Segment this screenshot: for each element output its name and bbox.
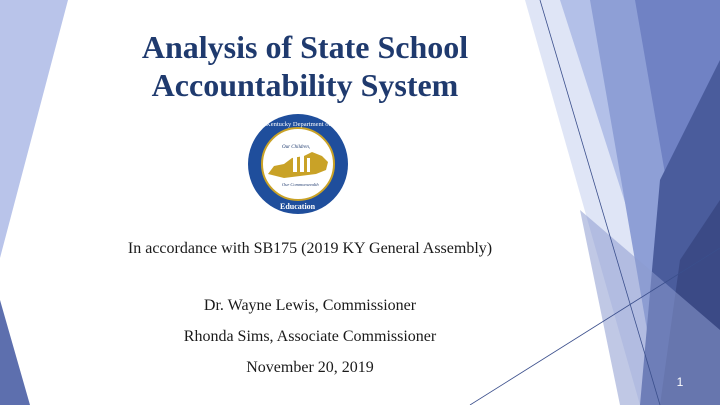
slide-title-line-2: Accountability System bbox=[151, 67, 459, 103]
presentation-date: November 20, 2019 bbox=[246, 359, 374, 376]
presenter-line-commissioner: Dr. Wayne Lewis, Commissioner bbox=[203, 297, 417, 314]
presenter-block bbox=[60, 290, 560, 383]
slide-subtitle: In accordance with SB175 (2019 KY General Assembly) bbox=[127, 240, 493, 257]
logo-inner-text-top: Our Children, bbox=[282, 145, 311, 150]
logo-inner-text-bottom: Our Commonwealth bbox=[282, 182, 319, 187]
logo-ring-text-top: Kentucky Department of bbox=[266, 121, 331, 128]
logo-ring-text-bottom: Education bbox=[280, 202, 316, 211]
logo-figure-1 bbox=[293, 156, 297, 172]
slide-title-line-1: Analysis of State School bbox=[141, 29, 469, 65]
slide-number: 1 bbox=[676, 375, 684, 389]
left-accent-shape-dark bbox=[0, 300, 30, 405]
kde-logo bbox=[246, 112, 350, 216]
logo-figure-2 bbox=[300, 153, 304, 172]
presenter-line-associate: Rhonda Sims, Associate Commissioner bbox=[183, 328, 437, 345]
left-accent-shape-light bbox=[0, 0, 68, 258]
logo-figure-3 bbox=[307, 158, 310, 172]
slide-title bbox=[90, 28, 520, 104]
